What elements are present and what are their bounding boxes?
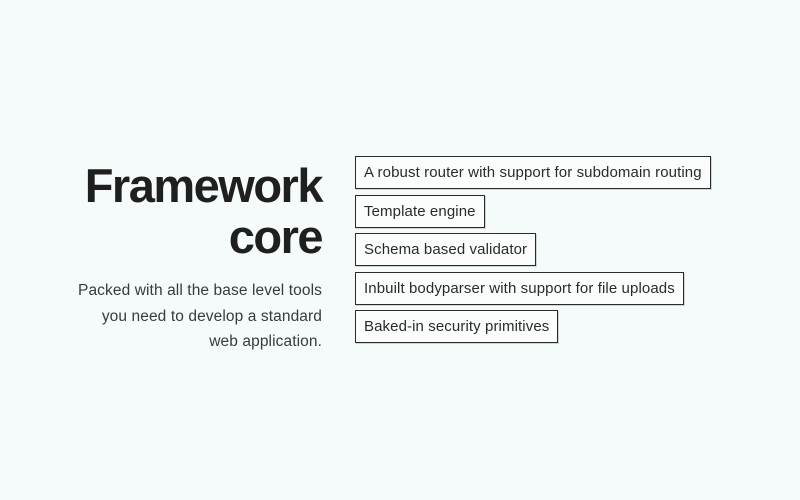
feature-item-bodyparser: Inbuilt bodyparser with support for file uploads	[355, 272, 684, 305]
description-line-2: you need to develop a standard	[101, 307, 322, 325]
description-line-3: web application.	[209, 333, 322, 350]
section-title	[52, 160, 322, 262]
feature-item-validator: Schema based validator	[355, 233, 536, 266]
section-description	[52, 278, 322, 355]
feature-item-template-engine: Template engine	[355, 195, 485, 228]
feature-item-security: Baked-in security primitives	[355, 310, 558, 343]
title-line-2: core	[228, 210, 322, 263]
feature-item-router: A robust router with support for subdomain routing	[355, 156, 711, 189]
intro-block	[52, 160, 322, 355]
feature-list	[355, 156, 711, 349]
description-line-1: Packed with all the base level tools	[78, 282, 322, 299]
title-line-1: Framework	[84, 159, 322, 212]
